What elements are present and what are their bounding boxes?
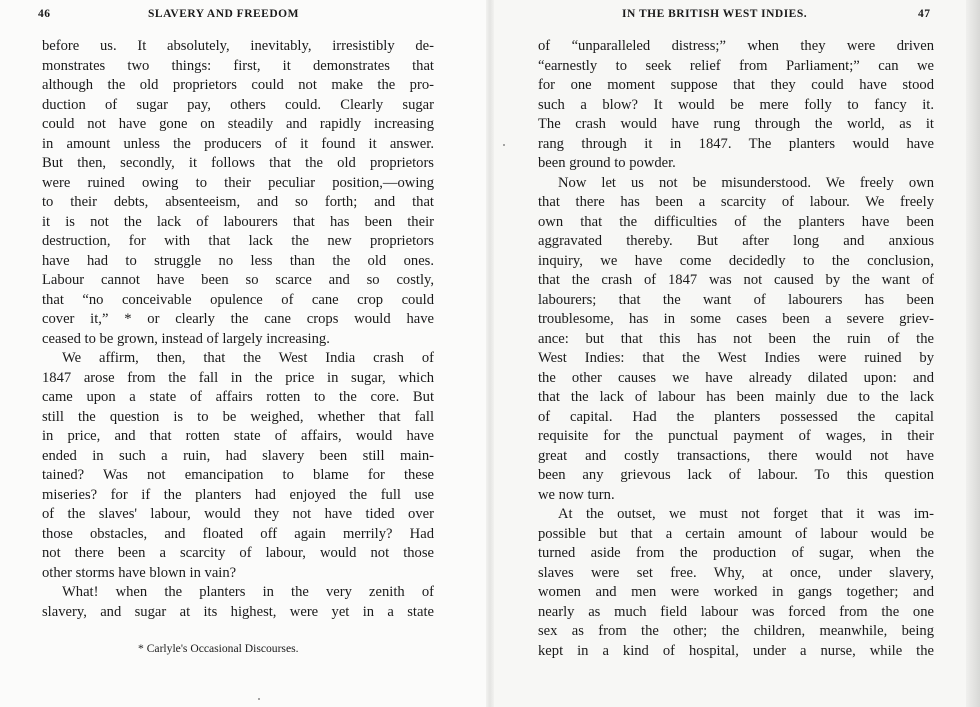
text-line xyxy=(538,174,934,194)
text-line xyxy=(538,330,934,350)
text-line-content: slavery, and sugar at its highest, were yet in a state xyxy=(42,603,434,620)
text-line-content: own that the difficulties of the planters have been xyxy=(538,213,934,230)
text-line-content: labourers; that the want of labourers has been xyxy=(538,291,934,308)
text-line xyxy=(538,135,934,155)
text-line xyxy=(42,291,434,311)
text-line-content: inquiry, we have come decidedly to the conclusion, xyxy=(538,252,934,269)
text-line xyxy=(538,369,934,389)
text-line xyxy=(42,193,434,213)
text-line xyxy=(538,193,934,213)
text-line xyxy=(538,310,934,330)
text-line-content: that the crash of 1847 was not caused by the want of xyxy=(538,272,934,288)
text-line-content: before us. It absolutely, inevitably, irresistibly de- xyxy=(42,38,434,54)
left-page-number: 46 xyxy=(38,8,51,20)
text-line-content: West Indies: that the West Indies were ruined by xyxy=(538,350,934,366)
text-line xyxy=(42,408,434,428)
text-line-content: aggravated thereby. But after long and anxious xyxy=(538,233,934,249)
text-line-content: possible but that a certain amount of labour would be xyxy=(538,525,934,542)
text-line-content: monstrates two things: first, it demonstrates that xyxy=(42,57,434,74)
text-line xyxy=(42,466,434,486)
text-line-content: came upon a state of affairs rotten to the core. But xyxy=(42,389,434,405)
text-line xyxy=(42,486,434,506)
text-line xyxy=(538,408,934,428)
right-running-head: IN THE BRITISH WEST INDIES. xyxy=(622,8,808,20)
text-line-content: in price, and that rotten state of affairs, would have xyxy=(42,428,434,444)
text-line-content: “earnestly to seek relief from Parliament;” can we xyxy=(538,57,934,74)
scan-speck xyxy=(258,698,260,700)
text-line-content: troublesome, has in some cases been a severe griev- xyxy=(538,311,934,327)
text-line xyxy=(538,213,934,233)
right-page xyxy=(490,0,980,707)
text-line-content: Now let us not be misunderstood. We freely own xyxy=(558,174,934,191)
text-line-content: of capital. Had the planters possessed the capital xyxy=(538,408,934,425)
text-line xyxy=(538,76,934,96)
text-line xyxy=(538,447,934,467)
text-line-content: But then, secondly, it follows that the old proprietors xyxy=(42,155,434,171)
text-line xyxy=(538,525,934,545)
book-gutter xyxy=(486,0,494,707)
text-line-content: ended in such a ruin, had slavery been still main- xyxy=(42,447,434,464)
text-line xyxy=(42,76,434,96)
text-line-content: although the old proprietors could not make the pro- xyxy=(42,77,434,93)
text-line xyxy=(538,642,934,662)
text-line xyxy=(42,583,434,603)
left-footnote: * Carlyle's Occasional Discourses. xyxy=(138,642,299,655)
text-line-content: ceased to be grown, instead of largely increasing. xyxy=(42,330,330,347)
text-line-content: sex as from the other; the children, meanwhile, being xyxy=(538,623,934,639)
text-line xyxy=(42,544,434,564)
text-line-content: rang through it in 1847. The planters would have xyxy=(538,135,934,152)
text-line xyxy=(538,486,934,506)
text-line xyxy=(42,96,434,116)
text-line xyxy=(42,427,434,447)
text-line xyxy=(538,622,934,642)
text-line-content: The crash would have rung through the world, as it xyxy=(538,116,934,132)
text-line-content: miseries? for if the planters had enjoyed the full use xyxy=(42,486,434,503)
text-line-content: turned aside from the production of sugar, when the xyxy=(538,545,934,561)
text-line xyxy=(538,583,934,603)
text-line xyxy=(42,388,434,408)
text-line xyxy=(42,369,434,389)
text-line-content: destruction, for with that lack the new proprietors xyxy=(42,233,434,249)
text-line xyxy=(42,252,434,272)
left-page-text xyxy=(42,37,434,622)
text-line xyxy=(538,564,934,584)
text-line-content: have had to struggle no less than the old ones. xyxy=(42,252,434,269)
text-line-content: that “no conceivable opulence of cane crop could xyxy=(42,291,434,308)
right-page-text xyxy=(538,37,934,661)
text-line xyxy=(42,271,434,291)
text-line xyxy=(538,388,934,408)
text-line-content: such a blow? It would be mere folly to fancy it. xyxy=(538,96,934,113)
text-line-content: we now turn. xyxy=(538,486,615,503)
text-line-content: tained? Was not emancipation to blame for these xyxy=(42,467,434,483)
text-line xyxy=(538,291,934,311)
text-line xyxy=(538,505,934,525)
text-line xyxy=(538,154,934,174)
text-line xyxy=(42,349,434,369)
text-line-content: of “unparalleled distress;” when they were driven xyxy=(538,38,934,54)
text-line-content: Labour cannot have been so scarce and so costly, xyxy=(42,272,434,288)
text-line-content: We affirm, then, that the West India crash of xyxy=(62,350,434,366)
text-line xyxy=(42,57,434,77)
text-line xyxy=(42,330,434,350)
text-line-content: in amount unless the producers of it found it answer. xyxy=(42,135,434,152)
text-line-content: great and costly transactions, there would not have xyxy=(538,447,934,464)
text-line xyxy=(538,544,934,564)
text-line-content: been ground to powder. xyxy=(538,155,676,171)
text-line xyxy=(538,115,934,135)
text-line xyxy=(42,37,434,57)
text-line-content: duction of sugar pay, others could. Clearly sugar xyxy=(42,96,434,113)
text-line-content: could not have gone on steadily and rapidly increasing xyxy=(42,116,434,132)
text-line xyxy=(538,252,934,272)
text-line-content: that there has been a scarcity of labour. We freely xyxy=(538,194,934,210)
text-line xyxy=(538,427,934,447)
text-line-content: What! when the planters in the very zenith of xyxy=(62,584,434,600)
text-line xyxy=(42,447,434,467)
text-line-content: that the lack of labour has been mainly due to the lack xyxy=(538,389,934,405)
text-line-content: women and men were worked in gangs together; and xyxy=(538,584,934,600)
text-line xyxy=(538,349,934,369)
text-line xyxy=(538,96,934,116)
text-line-content: to their debts, absenteeism, and so forth; and that xyxy=(42,194,434,210)
text-line xyxy=(538,603,934,623)
text-line xyxy=(538,466,934,486)
text-line xyxy=(42,154,434,174)
text-line-content: it is not the lack of labourers that has been their xyxy=(42,213,434,230)
text-line xyxy=(42,310,434,330)
text-line xyxy=(42,174,434,194)
text-line-content: slaves were set free. Why, at once, under slavery, xyxy=(538,564,934,581)
text-line-content: At the outset, we must not forget that it was im- xyxy=(558,506,934,522)
text-line xyxy=(42,603,434,623)
text-line-content: those obstacles, and floated off again merrily? Had xyxy=(42,525,434,542)
text-line-content: for one moment suppose that they could have stood xyxy=(538,77,934,93)
text-line-content: were ruined owing to their peculiar position,—owing xyxy=(42,174,434,191)
text-line-content: of the slaves' labour, would they not have tided over xyxy=(42,506,434,522)
text-line-content: kept in a kind of hospital, under a nurse, while the xyxy=(538,642,934,659)
text-line xyxy=(42,115,434,135)
text-line xyxy=(538,271,934,291)
text-line xyxy=(42,232,434,252)
text-line-content: nearly as much field labour was forced from the one xyxy=(538,603,934,620)
text-line-content: requisite for the punctual payment of wages, in their xyxy=(538,428,934,444)
text-line-content: 1847 arose from the fall in the price in sugar, which xyxy=(42,369,434,386)
text-line-content: been any grievous lack of labour. To this question xyxy=(538,467,934,483)
text-line xyxy=(538,57,934,77)
text-line xyxy=(42,213,434,233)
text-line-content: ance: but that this has not been the ruin of the xyxy=(538,330,934,347)
text-line-content: cover it,” * or clearly the cane crops would have xyxy=(42,311,434,327)
text-line xyxy=(538,37,934,57)
text-line xyxy=(538,232,934,252)
text-line xyxy=(42,564,434,584)
text-line-content: the other causes we have already dilated upon: and xyxy=(538,369,934,386)
text-line xyxy=(42,505,434,525)
text-line xyxy=(42,525,434,545)
text-line-content: not there been a scarcity of labour, would not those xyxy=(42,545,434,561)
text-line-content: other storms have blown in vain? xyxy=(42,564,237,581)
page-edge-shadow xyxy=(966,0,980,707)
text-line-content: still the question is to be weighed, whether that fall xyxy=(42,408,434,425)
right-page-number: 47 xyxy=(918,8,931,20)
left-running-head: SLAVERY AND FREEDOM xyxy=(148,8,299,20)
text-line xyxy=(42,135,434,155)
scan-speck xyxy=(503,144,505,146)
